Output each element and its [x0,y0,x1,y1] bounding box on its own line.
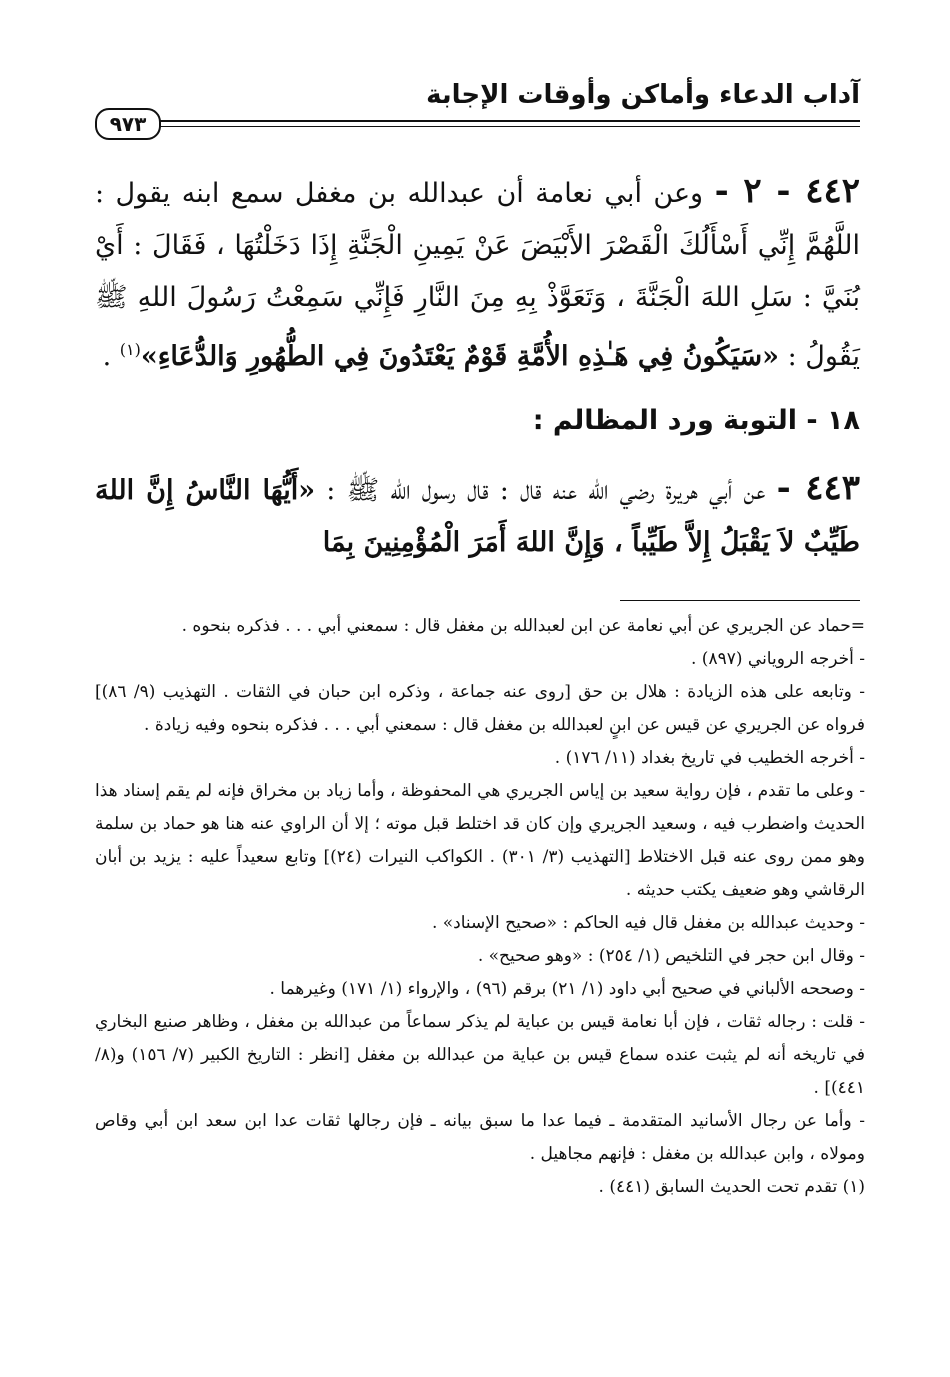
footnote-line: - أخرجه الروياني (٨٩٧) . [691,649,865,669]
hadith-quote: «سَيَكُونُ فِي هَـٰذِهِ الأُمَّةِ قَوْمٌ يَعْتَدُونَ فِي الطُّهُورِ وَالدُّعَاءِ» [140,341,779,372]
running-title: آداب الدعاء وأماكن وأوقات الإجابة [426,80,860,110]
header-rule [155,120,860,122]
footnote-line: - وحديث عبدالله بن مغفل قال فيه الحاكم : «صحيح الإسناد» . [431,913,865,933]
hadith-end: . [102,341,112,372]
footnote-line: - قلت : رجاله ثقات ، فإن أبا نعامة قيس بن عباية لم يذكر سماعاً من عبدالله بن مغفل ، وظاهر صنيع البخاري في تاريخه أنه لم يثبت عنده سماع قيس بن عباية من عبدالله بن مغفل [انظر : التاريخ الكبير (٧/ ١٥٦) و(٨/ ٤٤١)] . [95,1012,865,1098]
footnote-line: - وعلى ما تقدم ، فإن رواية سعيد بن إياس الجريري هي المحفوظة ، وأما زياد بن مخراق فإنه لم يقم إسناد هذا الحديث واضطرب فيه ، وسعيد الجريري وإن كان قد اختلط قبل موته ؛ إلا أن الراوي عنه هنا هو حماد بن سلمة وهو ممن روى عنه قبل الاختلاط [التهذيب (٣/ ٣٠١) . الكواكب النيرات (٢٤)] وتابع سعيداً عليه : يزيد بن أبان الرقاشي وهو ضعيف يكتب حديثه . [95,781,865,900]
hadith-intro: وعن أبي نعامة أن عبدالله بن مغفل سمع ابنه يقول : اللَّهُمَّ إِنِّي أَسْأَلُكَ الْقَصْرَ الأَبْيَضَ عَنْ يَمِينِ الْجَنَّةِ إِذَا دَخَلْتُهَا ، فَقَالَ : أَيْ بُنَيَّ : سَلِ اللهَ الْجَنَّةَ ، وَتَعَوَّذْ بِهِ مِنَ النَّارِ فَإِنِّي سَمِعْتُ رَسُولَ اللهِ ﷺ يَقُولُ : [95,178,860,372]
hadith-443 [95,462,860,569]
footnote-line: - وصححه الألباني في صحيح أبي داود (١/ ٢١) برقم (٩٦) ، والإرواء (١/ ١٧١) وغيرهما . [269,979,865,999]
hadith-quote: «أَيُّهَا النَّاسُ إِنَّ اللهَ طَيِّبٌ لاَ يَقْبَلُ إِلاَّ طَيِّباً ، وَإِنَّ اللهَ أَمَرَ الْمُؤْمِنِينَ بِمَا [95,475,860,558]
footnote-note: (١) تقدم تحت الحديث السابق (٤٤١) . [598,1177,865,1197]
header-rule-thin [155,126,860,127]
footnote-line: - وأما عن رجال الأسانيد المتقدمة ـ فيما عدا ما سبق بيانه ـ فإن رجالها ثقات عدا ابن سعد ابن أبي وقاص ومولاه ، وابن عبدالله بن مغفل : فإنهم مجاهيل . [95,1111,865,1164]
section-title: ١٨ - التوبة ورد المظالم : [532,405,860,436]
footnote-line: - أخرجه الخطيب في تاريخ بغداد (١١/ ١٧٦) . [554,748,865,768]
hadith-number: ٤٤٣ - [776,468,861,508]
footnote-line: - وقال ابن حجر في التلخيص (١/ ٢٥٤) : «وهو صحيح» . [477,946,865,966]
footnotes [95,610,865,1204]
page-header [95,80,860,140]
footnote-ref: (١) [119,340,141,359]
footnote-line: =حماد عن الجريري عن أبي نعامة عن ابن لعبدالله بن مغفل قال : سمعني أبي . . . فذكره بنحوه . [181,616,865,636]
footnote-line: - وتابعه على هذه الزيادة : هلال بن حق [روى عنه جماعة ، وذكره ابن حبان في الثقات . التهذيب (٩/ ٨٦)] فرواه عن الجريري عن قيس عن ابنٍ لعبدالله بن مغفل قال : سمعني أبي . . . فذكره بنحوه وفيه زيادة . [95,682,865,735]
footnote-divider [620,600,860,601]
main-text [95,165,860,591]
page-number: ٩٧٣ [95,108,161,140]
hadith-intro: عن أبي هريرة رضي الله عنه قال : قال رسول الله ﷺ : [326,475,766,506]
hadith-number: ٤٤٢ - ٢ - [714,171,860,211]
hadith-442 [95,165,860,383]
